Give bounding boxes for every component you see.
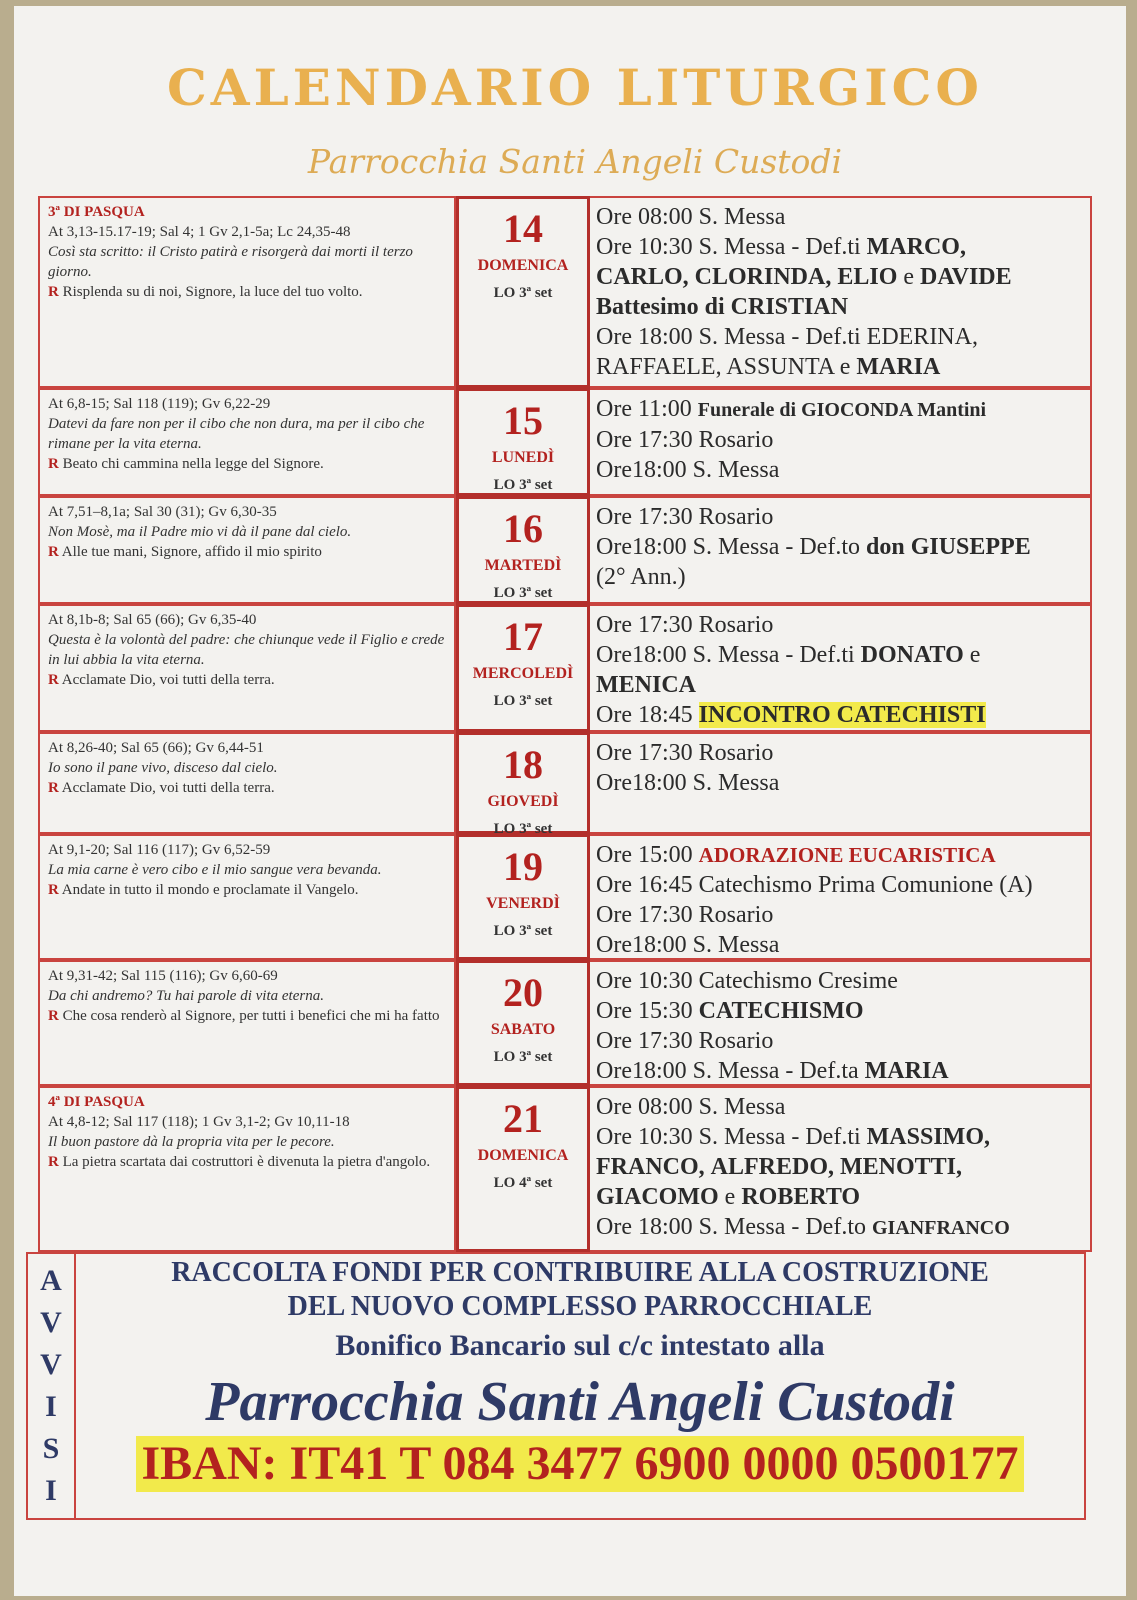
liturgy-of-hours-week: LO 3ª set — [493, 1049, 553, 1065]
iban: IBAN: IT41 T 084 3477 6900 0000 0500177 — [136, 1436, 1025, 1492]
liturgy-cell — [38, 388, 456, 496]
readings: At 8,1b-8; Sal 65 (66); Gv 6,35-40 — [48, 612, 257, 628]
event-line: Ore18:00 S. Messa — [596, 770, 780, 796]
avvisi-body — [76, 1254, 1084, 1518]
event-line: Ore 15:30 CATECHISMO — [596, 998, 864, 1024]
liturgy-of-hours-week: LO 3ª set — [493, 923, 553, 939]
event-line: Ore 17:30 Rosario — [596, 1028, 774, 1054]
psalm-response: La pietra scartata dai costruttori è divenuta la pietra d'angolo. — [62, 1154, 431, 1170]
weekday-name: SABATO — [490, 1021, 556, 1038]
weekday-name: DOMENICA — [477, 1147, 569, 1164]
date-box — [456, 196, 590, 388]
date-box — [456, 732, 590, 837]
psalm-response-line — [48, 1006, 446, 1026]
readings: At 3,13-15.17-19; Sal 4; 1 Gv 2,1-5a; Lc 24,35-48 — [48, 224, 351, 240]
antiphon: Da chi andremo? Tu hai parole di vita eterna. — [48, 988, 324, 1004]
event-line: Ore 18:00 S. Messa - Def.to GIANFRANCO — [596, 1214, 1010, 1240]
events-cell — [590, 834, 1092, 960]
antiphon: Così sta scritto: il Cristo patirà e risorgerà dai morti il terzo giorno. — [48, 244, 413, 280]
day-row — [38, 604, 1092, 732]
response-marker: R — [48, 544, 59, 560]
event-line: Ore 08:00 S. Messa — [596, 204, 786, 230]
psalm-response-line — [48, 778, 446, 798]
readings: At 6,8-15; Sal 118 (119); Gv 6,22-29 — [48, 396, 271, 412]
event-line: Ore 17:30 Rosario — [596, 902, 774, 928]
liturgy-cell — [38, 604, 456, 732]
page-title: CALENDARIO LITURGICO — [167, 58, 983, 117]
response-marker: R — [48, 1008, 59, 1024]
event-line: Ore 10:30 Catechismo Cresime — [596, 968, 898, 994]
event-line: Ore18:00 S. Messa — [596, 457, 780, 483]
day-row — [38, 196, 1092, 388]
events-cell — [590, 604, 1092, 732]
event-line: Ore 17:30 Rosario — [596, 504, 774, 530]
day-number: 19 — [503, 844, 543, 889]
day-number: 21 — [503, 1096, 543, 1141]
fundraising-line-2: DEL NUOVO COMPLESSO PARROCCHIALE — [287, 1291, 873, 1322]
psalm-response: Che cosa renderò al Signore, per tutti i benefici che mi ha fatto — [62, 1008, 440, 1024]
date-box — [456, 960, 590, 1086]
response-marker: R — [48, 882, 59, 898]
antiphon: Datevi da fare non per il cibo che non dura, ma per il cibo che rimane per la vita eterna. — [48, 416, 425, 452]
account-holder: Parrocchia Santi Angeli Custodi — [205, 1371, 955, 1433]
event-line: FRANCO, ALFREDO, MENOTTI, — [596, 1154, 963, 1180]
liturgy-cell — [38, 1086, 456, 1252]
event-line: Ore 18:00 S. Messa - Def.ti EDERINA, — [596, 324, 978, 350]
event-line: Ore 15:00 ADORAZIONE EUCARISTICA — [596, 842, 996, 868]
event-line: MENICA — [596, 672, 696, 698]
antiphon: Il buon pastore dà la propria vita per le pecore. — [48, 1134, 335, 1150]
liturgical-season: 4ª DI PASQUA — [48, 1094, 145, 1110]
avvisi-side-label — [28, 1254, 76, 1518]
date-box — [456, 834, 590, 960]
liturgy-of-hours-week: LO 4ª set — [493, 1175, 553, 1191]
event-line: Ore18:00 S. Messa — [596, 932, 780, 958]
liturgy-cell — [38, 960, 456, 1086]
psalm-response: Alle tue mani, Signore, affido il mio spirito — [61, 544, 322, 560]
avvisi-box — [26, 1252, 1086, 1520]
liturgy-cell — [38, 496, 456, 604]
liturgy-of-hours-week: LO 3ª set — [493, 693, 553, 709]
date-box — [456, 1086, 590, 1252]
liturgy-cell — [38, 196, 456, 388]
liturgy-of-hours-week: LO 3ª set — [493, 285, 553, 301]
day-number: 17 — [503, 614, 543, 659]
bank-transfer-line: Bonifico Bancario sul c/c intestato alla — [335, 1329, 825, 1362]
event-line: Ore 17:30 Rosario — [596, 427, 774, 453]
day-number: 20 — [503, 970, 543, 1015]
psalm-response: Beato chi cammina nella legge del Signore. — [62, 456, 324, 472]
day-row — [38, 496, 1092, 604]
liturgy-cell — [38, 834, 456, 960]
readings: At 4,8-12; Sal 117 (118); 1 Gv 3,1-2; Gv 10,11-18 — [48, 1114, 350, 1130]
event-line: (2° Ann.) — [596, 564, 686, 590]
event-line: Battesimo di CRISTIAN — [596, 294, 849, 320]
event-line: GIACOMO e ROBERTO — [596, 1184, 861, 1210]
event-line: Ore 17:30 Rosario — [596, 740, 774, 766]
day-row — [38, 834, 1092, 960]
response-marker: R — [48, 672, 59, 688]
date-box — [456, 604, 590, 732]
avvisi-letter: I — [45, 1390, 57, 1423]
day-row — [38, 732, 1092, 837]
event-line: Ore 11:00 Funerale di GIOCONDA Mantini — [596, 396, 987, 422]
antiphon: La mia carne è vero cibo e il mio sangue vera bevanda. — [48, 862, 382, 878]
psalm-response-line — [48, 880, 446, 900]
response-marker: R — [48, 456, 59, 472]
liturgy-of-hours-week: LO 3ª set — [493, 585, 553, 601]
day-number: 14 — [503, 206, 543, 251]
readings: At 9,1-20; Sal 116 (117); Gv 6,52-59 — [48, 842, 271, 858]
events-cell — [590, 1086, 1092, 1252]
avvisi-letter: A — [40, 1264, 62, 1297]
liturgy-cell — [38, 732, 456, 834]
avvisi-letter: S — [42, 1432, 60, 1465]
day-row — [38, 388, 1092, 496]
events-cell — [590, 496, 1092, 604]
psalm-response-line — [48, 670, 446, 690]
weekday-name: VENERDÌ — [486, 895, 560, 912]
weekday-name: LUNEDÌ — [491, 449, 555, 466]
date-box — [456, 496, 590, 604]
day-row — [38, 960, 1092, 1086]
event-line: Ore 08:00 S. Messa — [596, 1094, 786, 1120]
event-line: Ore18:00 S. Messa - Def.ti DONATO e — [596, 642, 981, 668]
parish-subtitle: Parrocchia Santi Angeli Custodi — [307, 142, 843, 181]
event-line: Ore 18:45 INCONTRO CATECHISTI — [596, 702, 986, 728]
psalm-response-line — [48, 454, 446, 474]
readings: At 7,51–8,1a; Sal 30 (31); Gv 6,30-35 — [48, 504, 277, 520]
event-line: RAFFAELE, ASSUNTA e MARIA — [596, 354, 941, 380]
fundraising-line-1: RACCOLTA FONDI PER CONTRIBUIRE ALLA COSTRUZIONE — [171, 1257, 989, 1288]
psalm-response: Acclamate Dio, voi tutti della terra. — [61, 780, 275, 796]
event-line: Ore 10:30 S. Messa - Def.ti MARCO, — [596, 234, 966, 260]
weekday-name: DOMENICA — [477, 257, 569, 274]
weekday-name: MERCOLEDÌ — [472, 665, 574, 682]
event-line: Ore18:00 S. Messa - Def.ta MARIA — [596, 1058, 949, 1084]
psalm-response: Acclamate Dio, voi tutti della terra. — [61, 672, 275, 688]
psalm-response-line — [48, 282, 446, 302]
avvisi-letter: I — [45, 1474, 57, 1507]
event-line: Ore 16:45 Catechismo Prima Comunione (A) — [596, 872, 1033, 898]
liturgical-season: 3ª DI PASQUA — [48, 204, 145, 220]
day-number: 16 — [503, 506, 543, 551]
liturgy-of-hours-week: LO 3ª set — [493, 477, 553, 493]
readings: At 9,31-42; Sal 115 (116); Gv 6,60-69 — [48, 968, 278, 984]
psalm-response: Risplenda su di noi, Signore, la luce del tuo volto. — [62, 284, 363, 300]
weekday-name: GIOVEDÌ — [487, 793, 559, 810]
psalm-response-line — [48, 1152, 446, 1172]
psalm-response-line — [48, 542, 446, 562]
psalm-response: Andate in tutto il mondo e proclamate il Vangelo. — [61, 882, 359, 898]
events-cell — [590, 388, 1092, 496]
day-number: 18 — [503, 742, 543, 787]
day-number: 15 — [503, 398, 543, 443]
event-line: Ore18:00 S. Messa - Def.to don GIUSEPPE — [596, 534, 1031, 560]
events-cell — [590, 196, 1092, 388]
day-row — [38, 1086, 1092, 1252]
date-box — [456, 388, 590, 496]
response-marker: R — [48, 1154, 59, 1170]
event-line: CARLO, CLORINDA, ELIO e DAVIDE — [596, 264, 1012, 290]
liturgy-of-hours-week: LO 3ª set — [493, 821, 553, 837]
weekday-name: MARTEDÌ — [484, 557, 562, 574]
avvisi-letter: V — [40, 1306, 62, 1339]
events-cell — [590, 960, 1092, 1086]
antiphon: Io sono il pane vivo, disceso dal cielo. — [48, 760, 278, 776]
avvisi-letter: V — [40, 1348, 62, 1381]
response-marker: R — [48, 780, 59, 796]
antiphon: Questa è la volontà del padre: che chiunque vede il Figlio e crede in lui abbia la vita eterna. — [48, 632, 445, 668]
events-cell — [590, 732, 1092, 834]
event-line: Ore 10:30 S. Messa - Def.ti MASSIMO, — [596, 1124, 990, 1150]
antiphon: Non Mosè, ma il Padre mio vi dà il pane dal cielo. — [48, 524, 352, 540]
readings: At 8,26-40; Sal 65 (66); Gv 6,44-51 — [48, 740, 264, 756]
event-line: Ore 17:30 Rosario — [596, 612, 774, 638]
response-marker: R — [48, 284, 59, 300]
